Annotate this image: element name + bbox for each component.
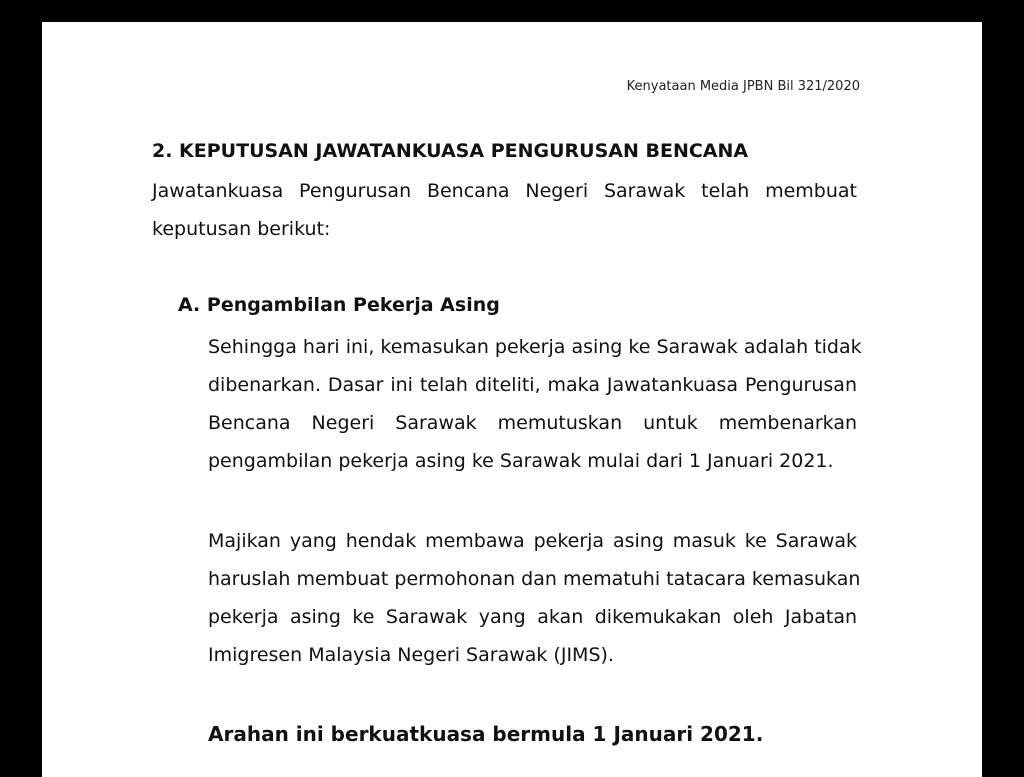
paragraph-line: Majikan yang hendak membawa pekerja asing masuk ke Sarawak: [208, 530, 857, 552]
paragraph-line: Sehingga hari ini, kemasukan pekerja asing ke Sarawak adalah tidak: [208, 336, 862, 358]
paragraph-line: keputusan berikut:: [152, 218, 331, 240]
paragraph-2: [208, 522, 861, 674]
paragraph-line: Jawatankuasa Pengurusan Bencana Negeri Sarawak telah membuat: [152, 180, 857, 202]
directive-statement: Arahan ini berkuatkuasa bermula 1 Januari 2021.: [208, 722, 764, 746]
section-title: 2. KEPUTUSAN JAWATANKUASA PENGURUSAN BENCANA: [152, 140, 749, 162]
intro-paragraph: [152, 172, 857, 248]
subsection-title: A. Pengambilan Pekerja Asing: [178, 294, 500, 316]
paragraph-line: pekerja asing ke Sarawak yang akan dikemukakan oleh Jabatan: [208, 606, 857, 628]
document-page: [42, 22, 982, 777]
paragraph-1: [208, 328, 862, 480]
reference-number: Kenyataan Media JPBN Bil 321/2020: [626, 79, 860, 94]
paragraph-line: haruslah membuat permohonan dan mematuhi tatacara kemasukan: [208, 568, 861, 590]
paragraph-line: Bencana Negeri Sarawak memutuskan untuk membenarkan: [208, 412, 857, 434]
paragraph-line: Imigresen Malaysia Negeri Sarawak (JIMS).: [208, 644, 614, 666]
paragraph-line: dibenarkan. Dasar ini telah diteliti, maka Jawatankuasa Pengurusan: [208, 374, 857, 396]
paragraph-line: pengambilan pekerja asing ke Sarawak mulai dari 1 Januari 2021.: [208, 450, 834, 472]
